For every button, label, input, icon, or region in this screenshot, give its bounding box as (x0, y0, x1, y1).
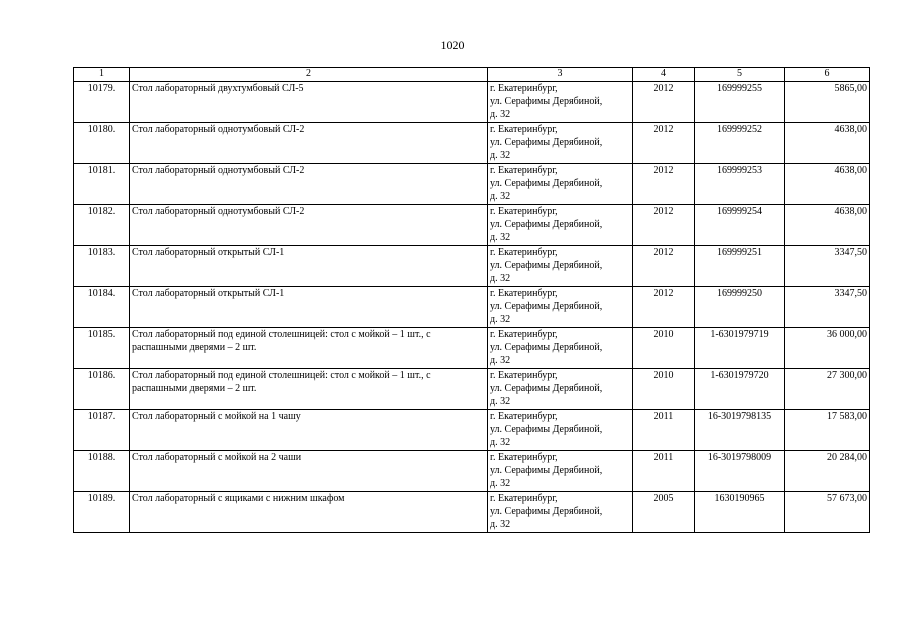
item-address: г. Екатеринбург, ул. Серафимы Дерябиной, д. 32 (488, 82, 633, 123)
item-name: Стол лабораторный однотумбовый СЛ-2 (130, 123, 488, 164)
item-inventory-number: 169999251 (695, 246, 785, 287)
item-name: Стол лабораторный под единой столешницей: стол с мойкой – 1 шт., с распашными дверями – 2 шт. (130, 328, 488, 369)
row-number: 10186. (74, 369, 130, 410)
column-header-3: 3 (488, 68, 633, 82)
table-row (74, 410, 870, 451)
item-address: г. Екатеринбург, ул. Серафимы Дерябиной, д. 32 (488, 164, 633, 205)
item-year: 2012 (633, 123, 695, 164)
page-number: 1020 (440, 38, 465, 52)
item-year: 2010 (633, 369, 695, 410)
item-cost: 57 673,00 (785, 492, 870, 533)
item-inventory-number: 169999250 (695, 287, 785, 328)
table-row (74, 82, 870, 123)
item-inventory-number: 16-3019798009 (695, 451, 785, 492)
table-header-row (74, 68, 870, 82)
item-inventory-number: 1-6301979720 (695, 369, 785, 410)
item-year: 2012 (633, 164, 695, 205)
table-row (74, 369, 870, 410)
row-number: 10188. (74, 451, 130, 492)
item-inventory-number: 169999254 (695, 205, 785, 246)
item-address: г. Екатеринбург, ул. Серафимы Дерябиной, д. 32 (488, 451, 633, 492)
column-header-5: 5 (695, 68, 785, 82)
item-year: 2012 (633, 82, 695, 123)
item-name: Стол лабораторный под единой столешницей: стол с мойкой – 1 шт., с распашными дверями – 2 шт. (130, 369, 488, 410)
item-year: 2011 (633, 410, 695, 451)
table-row (74, 492, 870, 533)
item-inventory-number: 1630190965 (695, 492, 785, 533)
item-year: 2012 (633, 246, 695, 287)
item-address: г. Екатеринбург, ул. Серафимы Дерябиной, д. 32 (488, 205, 633, 246)
item-cost: 4638,00 (785, 205, 870, 246)
row-number: 10185. (74, 328, 130, 369)
item-name: Стол лабораторный открытый СЛ-1 (130, 287, 488, 328)
property-table (73, 67, 870, 533)
item-address: г. Екатеринбург, ул. Серафимы Дерябиной, д. 32 (488, 287, 633, 328)
item-name: Стол лабораторный однотумбовый СЛ-2 (130, 205, 488, 246)
item-name: Стол лабораторный однотумбовый СЛ-2 (130, 164, 488, 205)
table-row (74, 451, 870, 492)
table-row (74, 205, 870, 246)
item-name: Стол лабораторный с мойкой на 1 чашу (130, 410, 488, 451)
row-number: 10181. (74, 164, 130, 205)
item-address: г. Екатеринбург, ул. Серафимы Дерябиной, д. 32 (488, 246, 633, 287)
item-cost: 3347,50 (785, 246, 870, 287)
row-number: 10179. (74, 82, 130, 123)
item-year: 2005 (633, 492, 695, 533)
table-row (74, 328, 870, 369)
item-cost: 3347,50 (785, 287, 870, 328)
item-cost: 20 284,00 (785, 451, 870, 492)
item-name: Стол лабораторный открытый СЛ-1 (130, 246, 488, 287)
item-cost: 5865,00 (785, 82, 870, 123)
table-row (74, 123, 870, 164)
item-year: 2010 (633, 328, 695, 369)
item-address: г. Екатеринбург, ул. Серафимы Дерябиной, д. 32 (488, 410, 633, 451)
row-number: 10187. (74, 410, 130, 451)
item-inventory-number: 16-3019798135 (695, 410, 785, 451)
item-cost: 4638,00 (785, 164, 870, 205)
item-inventory-number: 1-6301979719 (695, 328, 785, 369)
item-year: 2012 (633, 205, 695, 246)
column-header-2: 2 (130, 68, 488, 82)
item-address: г. Екатеринбург, ул. Серафимы Дерябиной, д. 32 (488, 369, 633, 410)
column-header-4: 4 (633, 68, 695, 82)
row-number: 10180. (74, 123, 130, 164)
item-cost: 17 583,00 (785, 410, 870, 451)
column-header-6: 6 (785, 68, 870, 82)
table-row (74, 246, 870, 287)
table-row (74, 164, 870, 205)
item-name: Стол лабораторный с ящиками с нижним шкафом (130, 492, 488, 533)
item-year: 2012 (633, 287, 695, 328)
row-number: 10184. (74, 287, 130, 328)
item-cost: 4638,00 (785, 123, 870, 164)
item-cost: 36 000,00 (785, 328, 870, 369)
row-number: 10183. (74, 246, 130, 287)
table-row (74, 287, 870, 328)
item-name: Стол лабораторный с мойкой на 2 чаши (130, 451, 488, 492)
item-address: г. Екатеринбург, ул. Серафимы Дерябиной, д. 32 (488, 492, 633, 533)
column-header-1: 1 (74, 68, 130, 82)
item-inventory-number: 169999255 (695, 82, 785, 123)
row-number: 10189. (74, 492, 130, 533)
item-year: 2011 (633, 451, 695, 492)
item-address: г. Екатеринбург, ул. Серафимы Дерябиной, д. 32 (488, 123, 633, 164)
item-inventory-number: 169999252 (695, 123, 785, 164)
item-name: Стол лабораторный двухтумбовый СЛ-5 (130, 82, 488, 123)
item-cost: 27 300,00 (785, 369, 870, 410)
item-address: г. Екатеринбург, ул. Серафимы Дерябиной, д. 32 (488, 328, 633, 369)
row-number: 10182. (74, 205, 130, 246)
item-inventory-number: 169999253 (695, 164, 785, 205)
